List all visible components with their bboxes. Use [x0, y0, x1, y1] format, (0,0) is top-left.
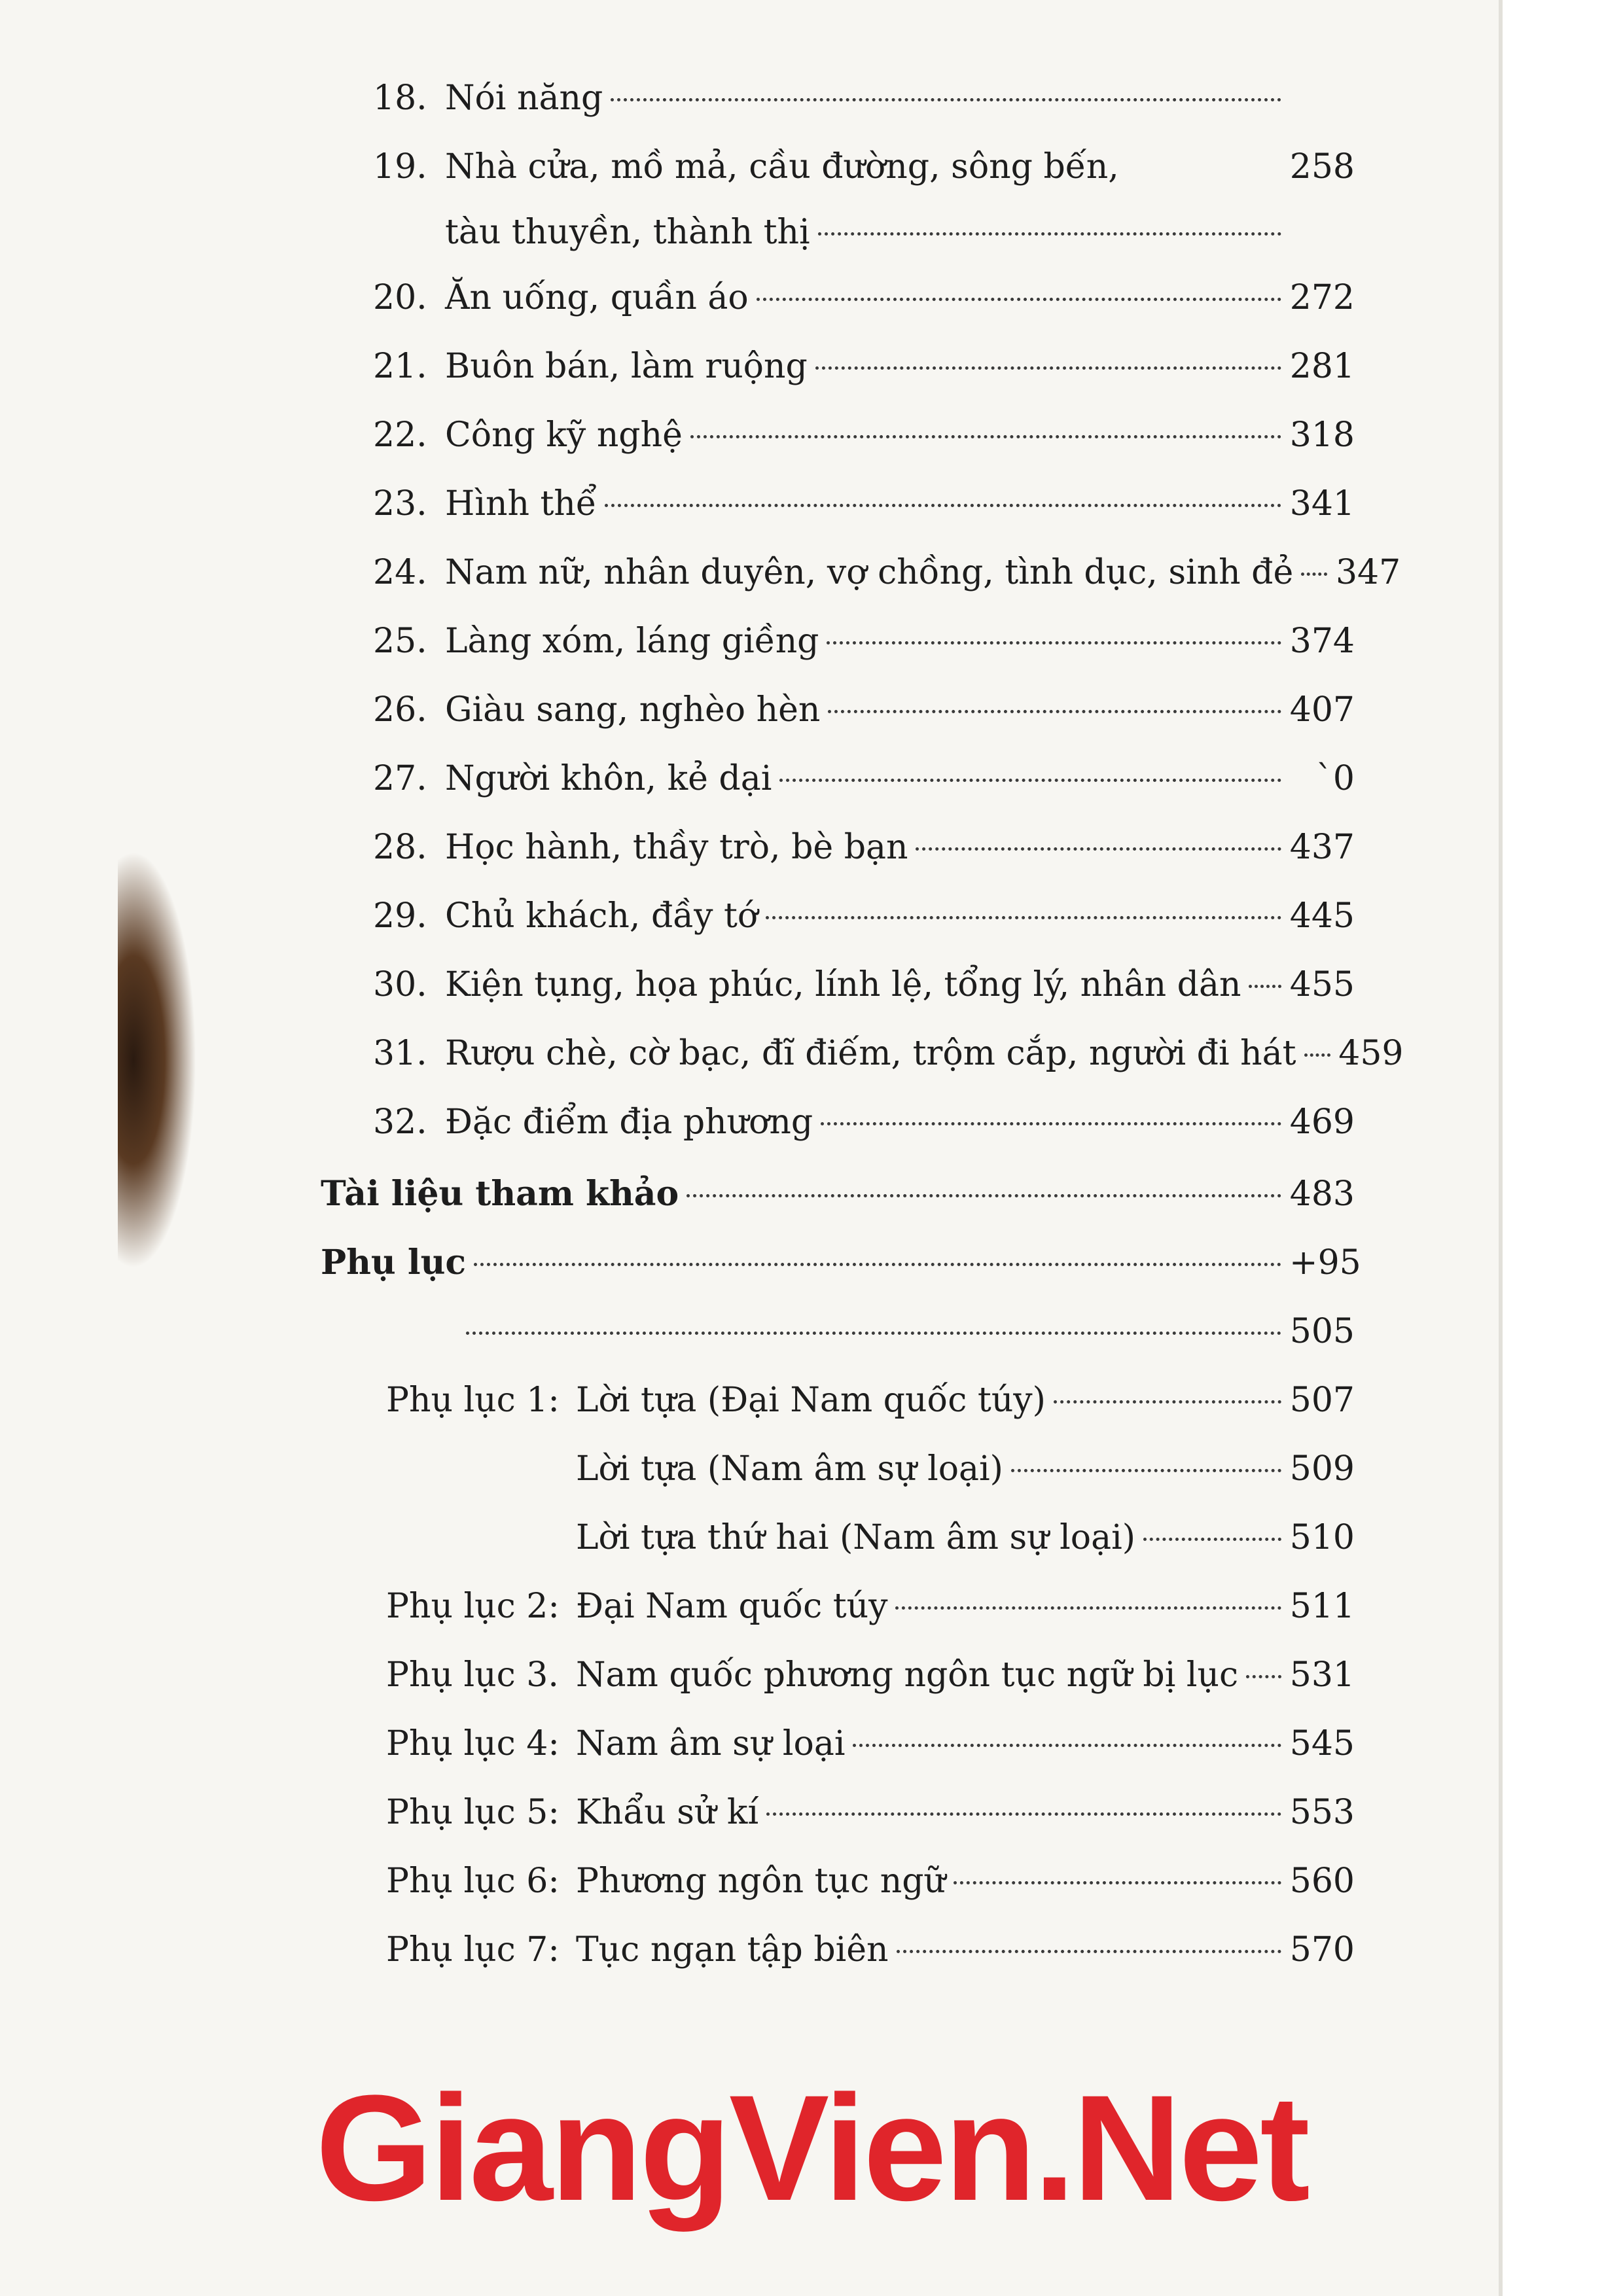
toc-title: Nói năng: [445, 79, 603, 118]
toc-row-continuation: [445, 203, 1355, 262]
dot-leader: [1249, 985, 1281, 988]
dot-leader: [766, 916, 1281, 919]
toc-title: Lời tựa (Đại Nam quốc túy): [576, 1381, 1046, 1420]
toc-page: 272: [1289, 278, 1355, 317]
appendix-label: Phụ lục 4:: [386, 1724, 560, 1763]
dot-leader: [1143, 1538, 1281, 1541]
dot-leader: [690, 435, 1281, 438]
toc-number: 24.: [373, 553, 427, 592]
toc-title: Lời tựa thứ hai (Nam âm sự loại): [576, 1518, 1136, 1557]
toc-title: Làng xóm, láng giềng: [445, 622, 819, 661]
toc-page: 437: [1289, 828, 1355, 867]
toc-row: [373, 887, 1355, 945]
toc-row: [373, 612, 1355, 671]
dot-leader: [954, 1881, 1281, 1884]
dot-leader: [815, 366, 1281, 370]
toc-row: [373, 818, 1355, 877]
toc-row-appendix-item: [386, 1646, 1355, 1704]
dot-leader: [466, 1332, 1281, 1335]
toc-number: 30.: [373, 965, 427, 1004]
appendix-label: Phụ lục 3.: [386, 1655, 559, 1695]
toc-number: 19.: [373, 147, 427, 186]
watermark: GiangVien.Net: [315, 2064, 1308, 2232]
toc-title: Chủ khách, đầy tớ: [445, 896, 758, 936]
toc-row: [373, 268, 1355, 327]
dot-leader: [1246, 1675, 1281, 1678]
appendix-label: Phụ lục 2:: [386, 1587, 560, 1626]
appendix-label: Phụ lục 5:: [386, 1793, 560, 1832]
toc-page: 483: [1289, 1174, 1355, 1214]
toc-title-continuation: tàu thuyền, thành thị: [445, 213, 810, 252]
toc-number: 23.: [373, 484, 427, 523]
toc-page: 455: [1289, 965, 1355, 1004]
dot-leader: [916, 847, 1281, 851]
toc-row: [373, 337, 1355, 396]
toc-title: Rượu chè, cờ bạc, đĩ điếm, trộm cắp, người đi hát: [445, 1034, 1296, 1073]
dot-leader: [818, 232, 1281, 236]
toc-page: 553: [1289, 1793, 1355, 1832]
toc-row: [373, 680, 1355, 739]
toc-title: Hình thể: [445, 484, 597, 523]
toc-title: Phụ lục: [321, 1243, 467, 1282]
dot-leader: [605, 504, 1281, 507]
toc-row-appendix-item: [576, 1439, 1355, 1498]
toc-page: 469: [1289, 1103, 1355, 1142]
toc-row: [373, 955, 1355, 1014]
toc-title: Nhà cửa, mồ mả, cầu đường, sông bến,: [445, 147, 1119, 186]
toc-title: Nam âm sự loại: [576, 1724, 846, 1763]
toc-page: 570: [1289, 1930, 1355, 1969]
toc-title: Tài liệu tham khảo: [321, 1174, 679, 1214]
toc-page: +95: [1289, 1243, 1361, 1282]
dot-leader: [1301, 573, 1327, 576]
toc-row-references: [321, 1165, 1355, 1224]
dot-leader: [821, 1122, 1281, 1125]
toc-page: 507: [1289, 1381, 1355, 1420]
dot-leader: [766, 1812, 1281, 1816]
toc-row-appendix-item: [386, 1577, 1355, 1636]
toc-page: 374: [1289, 622, 1355, 661]
toc-row-appendix-item: [386, 1714, 1355, 1773]
toc-number: 31.: [373, 1034, 427, 1073]
dot-leader: [853, 1744, 1281, 1747]
appendix-label: Phụ lục 6:: [386, 1862, 560, 1901]
toc-row: [373, 69, 1355, 128]
toc-row-appendix-item: [386, 1371, 1355, 1430]
toc-page: 510: [1289, 1518, 1355, 1557]
dot-leader: [779, 779, 1281, 782]
toc-page: 509: [1289, 1449, 1355, 1489]
toc-number: 28.: [373, 828, 427, 867]
toc-row-appendix: [321, 1233, 1361, 1292]
toc-title: Đại Nam quốc túy: [576, 1587, 888, 1626]
toc-row: [373, 406, 1355, 465]
toc-row-appendix-item: [386, 1920, 1355, 1979]
toc-number: 21.: [373, 347, 427, 386]
toc-title: Nam nữ, nhân duyên, vợ chồng, tình dục, sinh đẻ: [445, 553, 1294, 592]
toc-row: [373, 1093, 1355, 1152]
toc-number: 29.: [373, 896, 427, 936]
dot-leader: [1011, 1469, 1281, 1472]
toc-title: Khẩu sử kí: [576, 1793, 759, 1832]
toc-row: [373, 137, 1355, 196]
toc-page: 459: [1338, 1034, 1404, 1073]
toc-number: 27.: [373, 759, 427, 798]
toc-title: Phương ngôn tục ngữ: [576, 1862, 946, 1901]
toc-title: Người khôn, kẻ dại: [445, 759, 772, 798]
toc-page: 511: [1289, 1587, 1355, 1626]
appendix-label: Phụ lục 7:: [386, 1930, 560, 1969]
toc-number: 32.: [373, 1103, 427, 1142]
toc-row: [373, 543, 1401, 602]
toc-row: [373, 1024, 1404, 1083]
dot-leader: [897, 1950, 1281, 1953]
toc-title: Buôn bán, làm ruộng: [445, 347, 808, 386]
toc-page: 545: [1289, 1724, 1355, 1763]
toc-row-appendix-item: [386, 1783, 1355, 1842]
toc-page: 445: [1289, 896, 1355, 936]
toc-page: 347: [1335, 553, 1401, 592]
toc-number: 26.: [373, 690, 427, 730]
toc-title: Ăn uống, quần áo: [445, 278, 749, 317]
toc-row: [458, 1302, 1355, 1361]
toc-page: 318: [1289, 415, 1355, 455]
toc-row-appendix-item: [386, 1852, 1355, 1911]
toc-title: Học hành, thầy trò, bè bạn: [445, 828, 908, 867]
dot-leader: [1054, 1400, 1281, 1404]
appendix-label: Phụ lục 1:: [386, 1381, 560, 1420]
dot-leader: [474, 1263, 1281, 1266]
toc-page: 341: [1289, 484, 1355, 523]
toc-row-appendix-item: [576, 1508, 1355, 1567]
dot-leader: [1304, 1053, 1330, 1057]
toc-title: Nam quốc phương ngôn tục ngữ bị lục: [576, 1655, 1239, 1695]
dot-leader: [828, 710, 1281, 713]
toc-title: Giàu sang, nghèo hèn: [445, 690, 821, 730]
toc-page: 560: [1289, 1862, 1355, 1901]
toc-number: 20.: [373, 278, 427, 317]
toc-page: 258: [1289, 147, 1355, 186]
toc-row: [373, 474, 1355, 533]
toc-title: Đặc điểm địa phương: [445, 1103, 813, 1142]
toc-title: Lời tựa (Nam âm sự loại): [576, 1449, 1003, 1489]
toc-page: 281: [1289, 347, 1355, 386]
dot-leader: [611, 98, 1281, 101]
toc-title: Công kỹ nghệ: [445, 415, 683, 455]
toc-title: Tục ngạn tập biên: [576, 1930, 889, 1969]
toc-page: 505: [1289, 1312, 1355, 1351]
toc-page: 531: [1289, 1655, 1355, 1695]
dot-leader: [895, 1606, 1281, 1610]
toc-page: 407: [1289, 690, 1355, 730]
dot-leader: [757, 298, 1281, 301]
toc-page: `0: [1315, 759, 1355, 798]
toc-number: 22.: [373, 415, 427, 455]
toc-title: Kiện tụng, họa phúc, lính lệ, tổng lý, nhân dân: [445, 965, 1241, 1004]
toc-row: [373, 749, 1355, 808]
dot-leader: [827, 641, 1281, 645]
toc-number: 18.: [373, 79, 427, 118]
dot-leader: [687, 1194, 1281, 1197]
toc-number: 25.: [373, 622, 427, 661]
